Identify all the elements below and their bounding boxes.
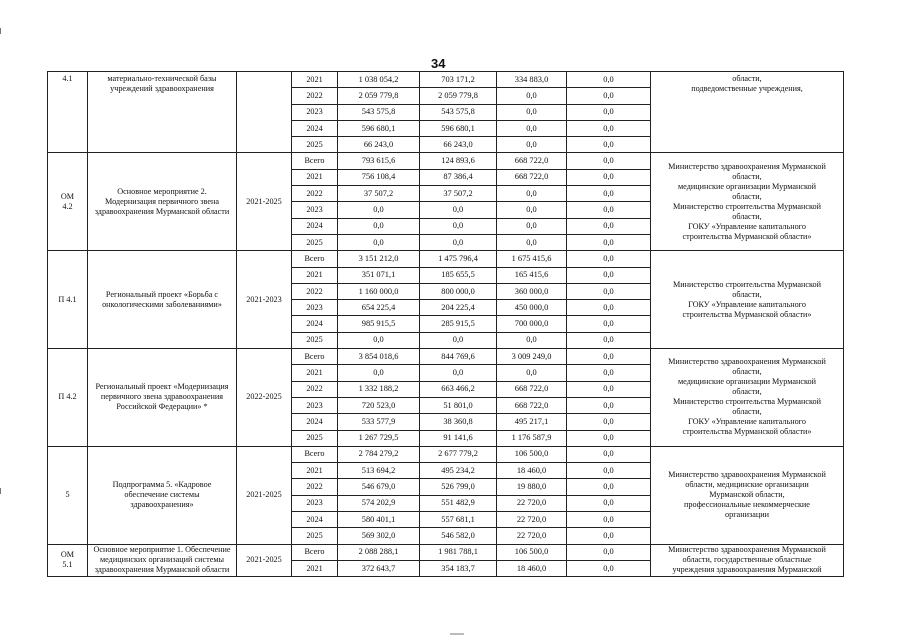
regional-budget-cell: 1 475 796,4 xyxy=(420,251,497,267)
total-cell: 2 784 279,2 xyxy=(338,446,420,462)
federal-budget-cell: 0,0 xyxy=(497,234,567,250)
federal-budget-cell: 22 720,0 xyxy=(497,512,567,528)
total-cell: 351 071,1 xyxy=(338,267,420,283)
federal-budget-cell: 334 883,0 xyxy=(497,72,567,88)
year-cell: 2025 xyxy=(292,528,338,544)
regional-budget-cell: 87 386,4 xyxy=(420,169,497,185)
year-cell: 2024 xyxy=(292,316,338,332)
federal-budget-cell: 0,0 xyxy=(497,104,567,120)
federal-budget-cell: 106 500,0 xyxy=(497,446,567,462)
federal-budget-cell: 0,0 xyxy=(497,137,567,153)
item-period xyxy=(237,72,292,153)
item-name: Региональный проект «Модернизация первичного звена здравоохранения Российской Федерации» * xyxy=(88,349,237,447)
year-cell: 2021 xyxy=(292,267,338,283)
total-cell: 1 267 729,5 xyxy=(338,430,420,446)
other-source-cell: 0,0 xyxy=(567,463,651,479)
federal-budget-cell: 0,0 xyxy=(497,332,567,348)
year-cell: 2024 xyxy=(292,120,338,136)
federal-budget-cell: 106 500,0 xyxy=(497,544,567,560)
total-cell: 596 680,1 xyxy=(338,120,420,136)
regional-budget-cell: 543 575,8 xyxy=(420,104,497,120)
page-number: 34 xyxy=(431,56,446,71)
year-cell: 2022 xyxy=(292,283,338,299)
item-name: Основное мероприятие 2. Модернизация первичного звена здравоохранения Мурманской области xyxy=(88,153,237,251)
other-source-cell: 0,0 xyxy=(567,414,651,430)
item-name: Подпрограмма 5. «Кадровое обеспечение системы здравоохранения» xyxy=(88,446,237,544)
federal-budget-cell: 495 217,1 xyxy=(497,414,567,430)
other-source-cell: 0,0 xyxy=(567,544,651,560)
regional-budget-cell: 285 915,5 xyxy=(420,316,497,332)
regional-budget-cell: 551 482,9 xyxy=(420,495,497,511)
regional-budget-cell: 663 466,2 xyxy=(420,381,497,397)
total-cell: 2 059 779,8 xyxy=(338,88,420,104)
regional-budget-cell: 2 677 779,2 xyxy=(420,446,497,462)
financing-table xyxy=(47,71,844,577)
federal-budget-cell: 0,0 xyxy=(497,218,567,234)
total-cell: 0,0 xyxy=(338,218,420,234)
item-name: Основное мероприятие 1. Обеспечение медицинских организаций системы здравоохранения Мурманской области xyxy=(88,544,237,577)
scan-mark xyxy=(0,28,1,34)
item-period: 2022-2025 xyxy=(237,349,292,447)
table-row xyxy=(48,349,844,365)
total-cell: 1 332 188,2 xyxy=(338,381,420,397)
total-cell: 654 225,4 xyxy=(338,300,420,316)
total-cell: 372 643,7 xyxy=(338,560,420,576)
item-period: 2021-2023 xyxy=(237,251,292,349)
year-cell: Всего xyxy=(292,544,338,560)
total-cell: 0,0 xyxy=(338,234,420,250)
total-cell: 793 615,6 xyxy=(338,153,420,169)
regional-budget-cell: 0,0 xyxy=(420,202,497,218)
item-period: 2021-2025 xyxy=(237,544,292,577)
item-executor: Министерство здравоохранения Мурманской области, государственные областные учреждения здравоохранения Мурманской xyxy=(651,544,844,577)
item-code: 4.1 xyxy=(48,72,88,153)
federal-budget-cell: 700 000,0 xyxy=(497,316,567,332)
year-cell: 2025 xyxy=(292,137,338,153)
federal-budget-cell: 668 722,0 xyxy=(497,153,567,169)
regional-budget-cell: 557 681,1 xyxy=(420,512,497,528)
total-cell: 543 575,8 xyxy=(338,104,420,120)
regional-budget-cell: 546 582,0 xyxy=(420,528,497,544)
total-cell: 756 108,4 xyxy=(338,169,420,185)
total-cell: 569 302,0 xyxy=(338,528,420,544)
regional-budget-cell: 38 360,8 xyxy=(420,414,497,430)
year-cell: Всего xyxy=(292,349,338,365)
table-row xyxy=(48,72,844,88)
year-cell: 2022 xyxy=(292,186,338,202)
total-cell: 513 694,2 xyxy=(338,463,420,479)
federal-budget-cell: 0,0 xyxy=(497,365,567,381)
other-source-cell: 0,0 xyxy=(567,234,651,250)
federal-budget-cell: 3 009 249,0 xyxy=(497,349,567,365)
other-source-cell: 0,0 xyxy=(567,381,651,397)
federal-budget-cell: 19 880,0 xyxy=(497,479,567,495)
federal-budget-cell: 1 675 415,6 xyxy=(497,251,567,267)
item-executor: Министерство строительства Мурманской области, ГОКУ «Управление капитального строительства Мурманской области» xyxy=(651,251,844,349)
item-period: 2021-2025 xyxy=(237,153,292,251)
federal-budget-cell: 1 176 587,9 xyxy=(497,430,567,446)
other-source-cell: 0,0 xyxy=(567,528,651,544)
year-cell: 2021 xyxy=(292,169,338,185)
other-source-cell: 0,0 xyxy=(567,560,651,576)
table-body xyxy=(48,72,844,577)
total-cell: 1 038 054,2 xyxy=(338,72,420,88)
item-code: ОМ 4.2 xyxy=(48,153,88,251)
total-cell: 37 507,2 xyxy=(338,186,420,202)
year-cell: Всего xyxy=(292,446,338,462)
year-cell: 2022 xyxy=(292,88,338,104)
regional-budget-cell: 2 059 779,8 xyxy=(420,88,497,104)
other-source-cell: 0,0 xyxy=(567,446,651,462)
regional-budget-cell: 596 680,1 xyxy=(420,120,497,136)
year-cell: 2025 xyxy=(292,332,338,348)
other-source-cell: 0,0 xyxy=(567,495,651,511)
other-source-cell: 0,0 xyxy=(567,153,651,169)
federal-budget-cell: 668 722,0 xyxy=(497,169,567,185)
total-cell: 3 151 212,0 xyxy=(338,251,420,267)
federal-budget-cell: 360 000,0 xyxy=(497,283,567,299)
other-source-cell: 0,0 xyxy=(567,104,651,120)
total-cell: 0,0 xyxy=(338,365,420,381)
regional-budget-cell: 0,0 xyxy=(420,234,497,250)
other-source-cell: 0,0 xyxy=(567,202,651,218)
item-executor: области, подведомственные учреждения, xyxy=(651,72,844,153)
item-executor: Министерство здравоохранения Мурманской области, медицинские организации Мурманской области, Министерство строительства Мурманской области, ГОКУ «Управление капитального строительства Мурманской области» xyxy=(651,349,844,447)
federal-budget-cell: 668 722,0 xyxy=(497,397,567,413)
regional-budget-cell: 703 171,2 xyxy=(420,72,497,88)
regional-budget-cell: 495 234,2 xyxy=(420,463,497,479)
federal-budget-cell: 165 415,6 xyxy=(497,267,567,283)
other-source-cell: 0,0 xyxy=(567,283,651,299)
federal-budget-cell: 18 460,0 xyxy=(497,463,567,479)
regional-budget-cell: 800 000,0 xyxy=(420,283,497,299)
year-cell: 2023 xyxy=(292,300,338,316)
total-cell: 580 401,1 xyxy=(338,512,420,528)
other-source-cell: 0,0 xyxy=(567,251,651,267)
table-row xyxy=(48,544,844,560)
year-cell: 2023 xyxy=(292,202,338,218)
scan-mark xyxy=(450,633,464,635)
table-row xyxy=(48,251,844,267)
total-cell: 2 088 288,1 xyxy=(338,544,420,560)
item-code: 5 xyxy=(48,446,88,544)
year-cell: 2024 xyxy=(292,414,338,430)
federal-budget-cell: 0,0 xyxy=(497,202,567,218)
total-cell: 0,0 xyxy=(338,332,420,348)
other-source-cell: 0,0 xyxy=(567,169,651,185)
regional-budget-cell: 204 225,4 xyxy=(420,300,497,316)
total-cell: 3 854 018,6 xyxy=(338,349,420,365)
total-cell: 533 577,9 xyxy=(338,414,420,430)
regional-budget-cell: 844 769,6 xyxy=(420,349,497,365)
federal-budget-cell: 18 460,0 xyxy=(497,560,567,576)
federal-budget-cell: 450 000,0 xyxy=(497,300,567,316)
other-source-cell: 0,0 xyxy=(567,186,651,202)
federal-budget-cell: 0,0 xyxy=(497,186,567,202)
other-source-cell: 0,0 xyxy=(567,512,651,528)
year-cell: 2021 xyxy=(292,560,338,576)
regional-budget-cell: 91 141,6 xyxy=(420,430,497,446)
other-source-cell: 0,0 xyxy=(567,88,651,104)
year-cell: 2021 xyxy=(292,463,338,479)
regional-budget-cell: 0,0 xyxy=(420,218,497,234)
total-cell: 1 160 000,0 xyxy=(338,283,420,299)
other-source-cell: 0,0 xyxy=(567,300,651,316)
item-code: П 4.1 xyxy=(48,251,88,349)
item-period: 2021-2025 xyxy=(237,446,292,544)
other-source-cell: 0,0 xyxy=(567,137,651,153)
item-executor: Министерство здравоохранения Мурманской области, медицинские организации Мурманской области, профессиональные некоммерческие организации xyxy=(651,446,844,544)
other-source-cell: 0,0 xyxy=(567,218,651,234)
year-cell: 2025 xyxy=(292,234,338,250)
year-cell: 2022 xyxy=(292,381,338,397)
total-cell: 66 243,0 xyxy=(338,137,420,153)
regional-budget-cell: 0,0 xyxy=(420,332,497,348)
item-name: Региональный проект «Борьба с онкологическими заболеваниями» xyxy=(88,251,237,349)
year-cell: 2023 xyxy=(292,397,338,413)
total-cell: 0,0 xyxy=(338,202,420,218)
other-source-cell: 0,0 xyxy=(567,349,651,365)
other-source-cell: 0,0 xyxy=(567,430,651,446)
year-cell: 2021 xyxy=(292,365,338,381)
other-source-cell: 0,0 xyxy=(567,72,651,88)
item-name: материально-технической базы учреждений здравоохранения xyxy=(88,72,237,153)
other-source-cell: 0,0 xyxy=(567,365,651,381)
table-row xyxy=(48,153,844,169)
other-source-cell: 0,0 xyxy=(567,267,651,283)
year-cell: 2023 xyxy=(292,104,338,120)
item-code: П 4.2 xyxy=(48,349,88,447)
regional-budget-cell: 124 893,6 xyxy=(420,153,497,169)
regional-budget-cell: 185 655,5 xyxy=(420,267,497,283)
year-cell: 2021 xyxy=(292,72,338,88)
regional-budget-cell: 0,0 xyxy=(420,365,497,381)
total-cell: 546 679,0 xyxy=(338,479,420,495)
total-cell: 574 202,9 xyxy=(338,495,420,511)
scan-mark xyxy=(0,488,1,494)
regional-budget-cell: 1 981 788,1 xyxy=(420,544,497,560)
year-cell: 2024 xyxy=(292,218,338,234)
federal-budget-cell: 0,0 xyxy=(497,88,567,104)
year-cell: 2024 xyxy=(292,512,338,528)
year-cell: 2023 xyxy=(292,495,338,511)
year-cell: 2022 xyxy=(292,479,338,495)
regional-budget-cell: 354 183,7 xyxy=(420,560,497,576)
total-cell: 985 915,5 xyxy=(338,316,420,332)
other-source-cell: 0,0 xyxy=(567,479,651,495)
year-cell: Всего xyxy=(292,251,338,267)
regional-budget-cell: 66 243,0 xyxy=(420,137,497,153)
federal-budget-cell: 22 720,0 xyxy=(497,528,567,544)
federal-budget-cell: 668 722,0 xyxy=(497,381,567,397)
table-row xyxy=(48,446,844,462)
federal-budget-cell: 22 720,0 xyxy=(497,495,567,511)
regional-budget-cell: 37 507,2 xyxy=(420,186,497,202)
regional-budget-cell: 526 799,0 xyxy=(420,479,497,495)
other-source-cell: 0,0 xyxy=(567,397,651,413)
year-cell: 2025 xyxy=(292,430,338,446)
other-source-cell: 0,0 xyxy=(567,316,651,332)
year-cell: Всего xyxy=(292,153,338,169)
federal-budget-cell: 0,0 xyxy=(497,120,567,136)
total-cell: 720 523,0 xyxy=(338,397,420,413)
other-source-cell: 0,0 xyxy=(567,120,651,136)
regional-budget-cell: 51 801,0 xyxy=(420,397,497,413)
item-executor: Министерство здравоохранения Мурманской области, медицинские организации Мурманской области, Министерство строительства Мурманской области, ГОКУ «Управление капитального строительства Мурманской области» xyxy=(651,153,844,251)
other-source-cell: 0,0 xyxy=(567,332,651,348)
item-code: ОМ 5.1 xyxy=(48,544,88,577)
